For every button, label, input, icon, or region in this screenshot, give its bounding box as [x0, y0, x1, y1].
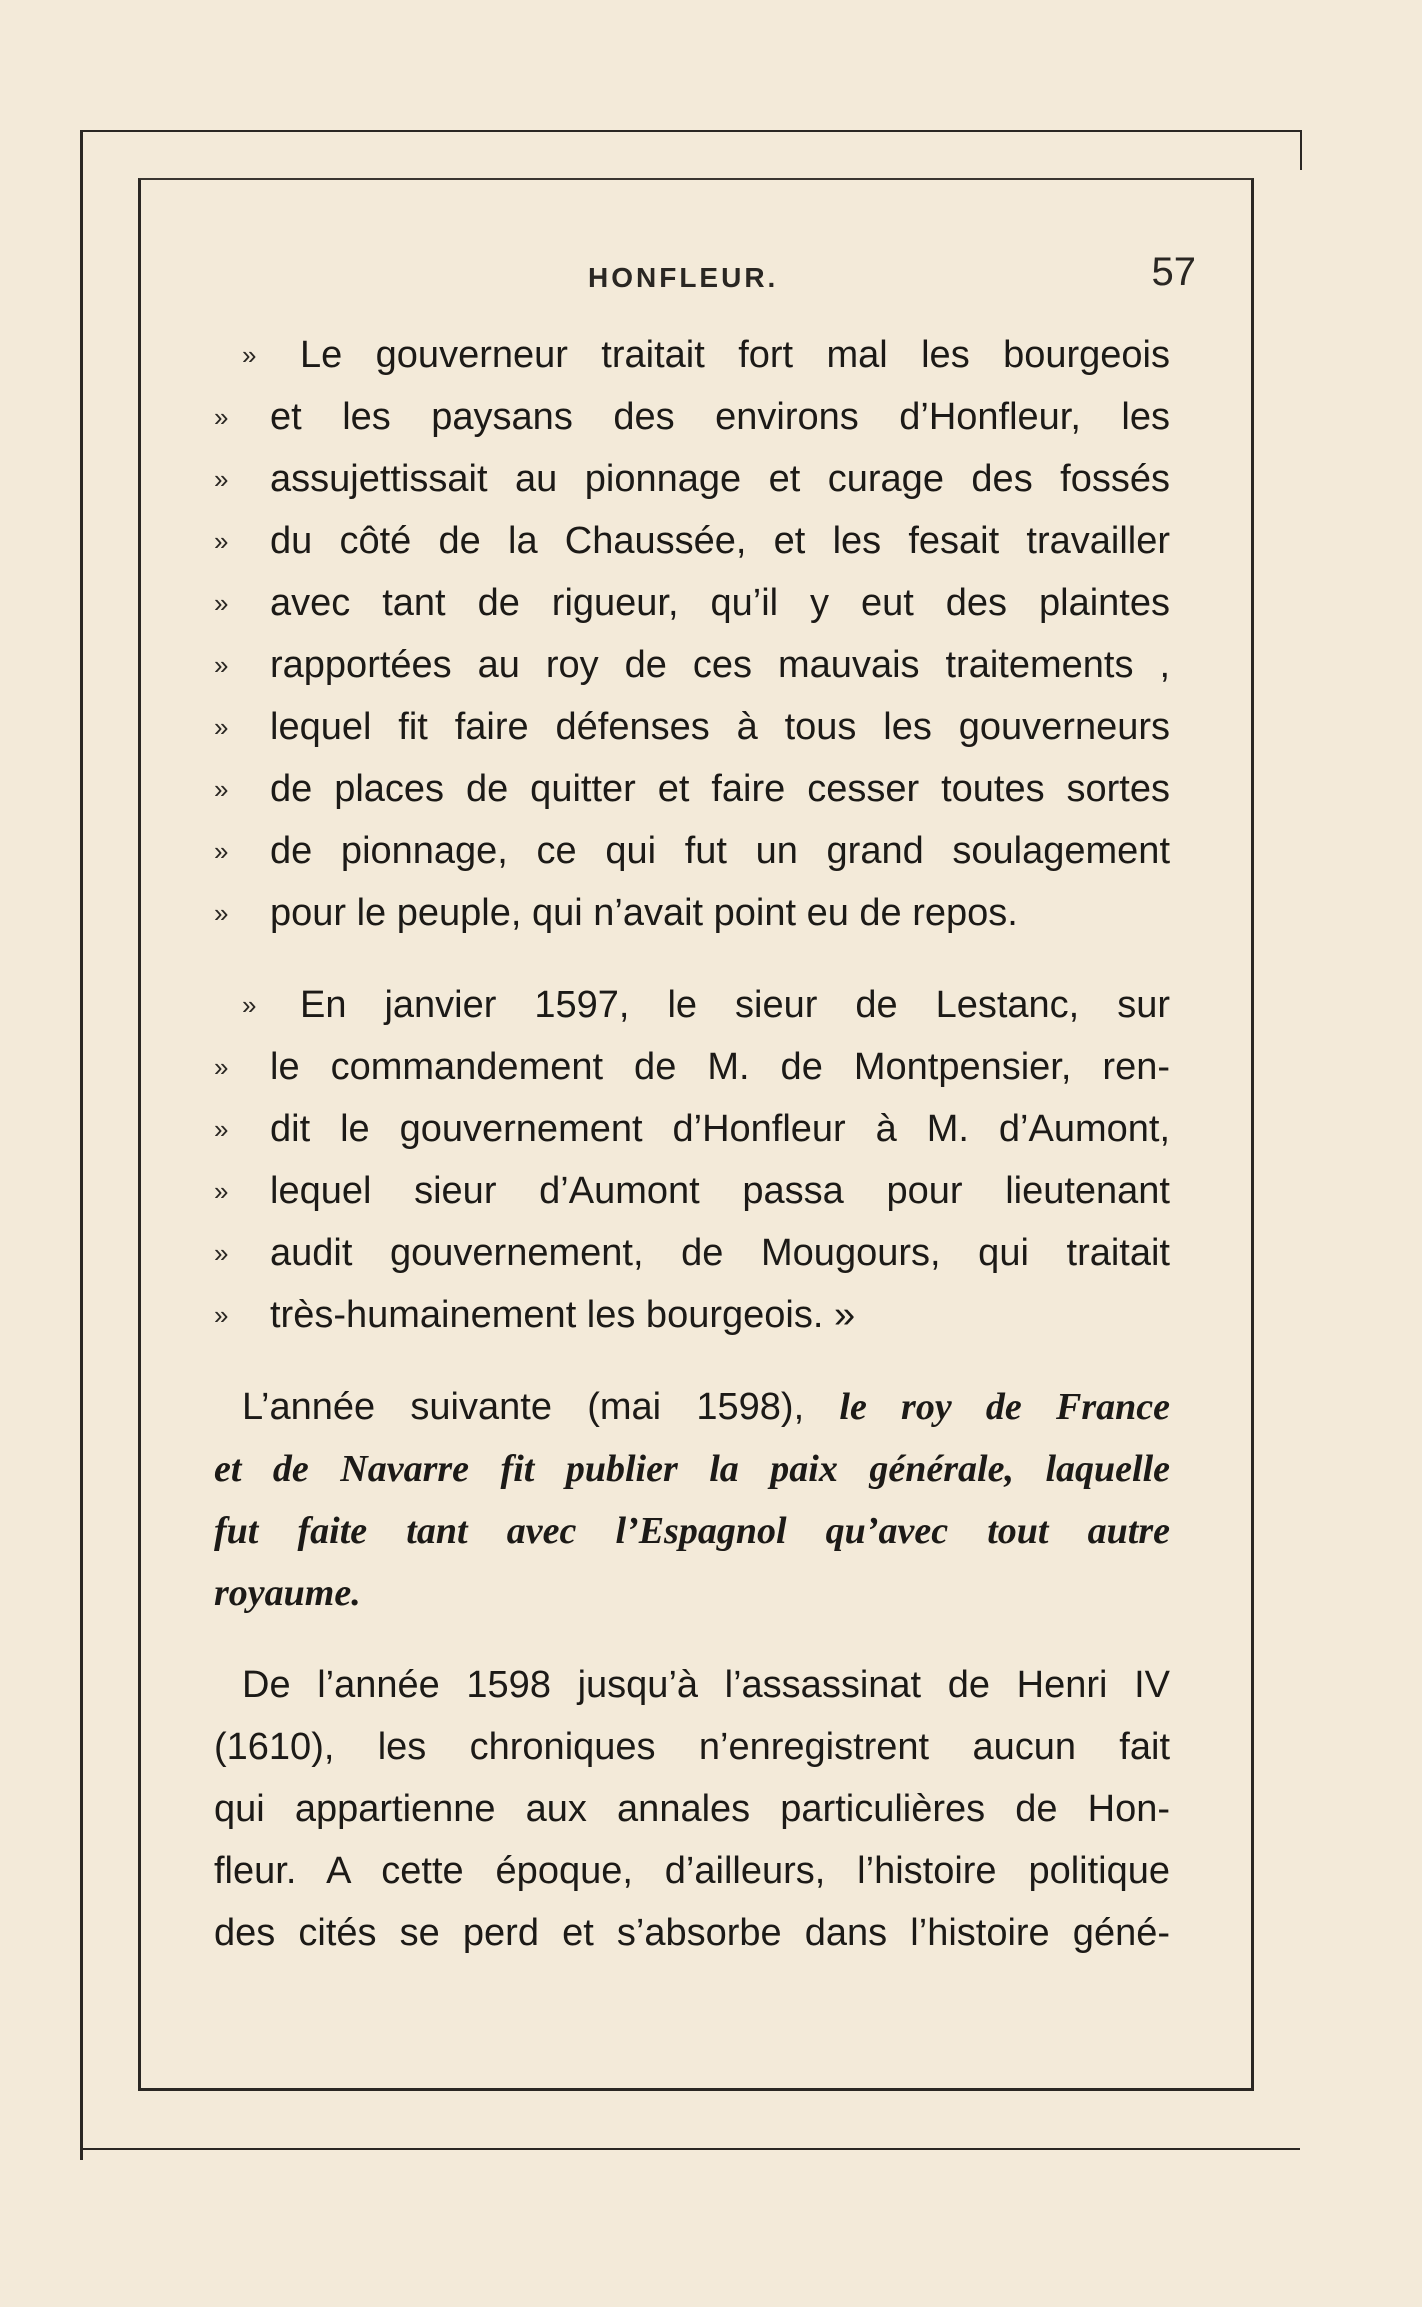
- line-text-italic: fut faite tant avec l’Espagnol qu’avec tout autre: [214, 1510, 1170, 1552]
- quote-mark: »: [242, 990, 257, 1020]
- line-text: lequel fit faire défenses à tous les gouverneurs: [270, 706, 1170, 748]
- running-head: HONFLEUR.: [588, 262, 779, 293]
- quote-mark: »: [214, 1176, 229, 1206]
- line-text: dit le gouvernement d’Honfleur à M. d’Aumont,: [270, 1108, 1170, 1150]
- line-text: assujettissait au pionnage et curage des fossés: [270, 458, 1170, 500]
- text-line: [214, 882, 1170, 944]
- quote-mark: »: [214, 526, 229, 556]
- quote-mark: »: [214, 836, 229, 866]
- text-line: [214, 324, 1170, 386]
- line-text-italic: le roy de France: [839, 1386, 1170, 1428]
- scan-top-rule: [80, 130, 1300, 132]
- page-number: 57: [1151, 250, 1196, 294]
- line-text: lequel sieur d’Aumont passa pour lieutenant: [270, 1170, 1170, 1212]
- page-header: [138, 250, 1248, 314]
- line-text: des cités se perd et s’absorbe dans l’histoire géné-: [214, 1912, 1170, 1954]
- quote-mark: »: [214, 774, 229, 804]
- line-text: de places de quitter et faire cesser toutes sortes: [270, 768, 1170, 810]
- quote-mark: »: [214, 712, 229, 742]
- text-line: [214, 1716, 1170, 1778]
- text-line: [214, 974, 1170, 1036]
- scan-left-rule: [80, 130, 83, 2160]
- quote-mark: »: [214, 1114, 229, 1144]
- line-text: et les paysans des environs d’Honfleur, les: [270, 396, 1170, 438]
- line-text: L’année suivante (mai 1598),: [242, 1386, 840, 1428]
- text-line: [214, 634, 1170, 696]
- line-text: Le gouverneur traitait fort mal les bourgeois: [300, 334, 1170, 376]
- text-line: [214, 448, 1170, 510]
- text-line: [214, 386, 1170, 448]
- text-line: [214, 820, 1170, 882]
- quote-mark: »: [214, 1052, 229, 1082]
- text-line: [214, 510, 1170, 572]
- text-line: [214, 1284, 1170, 1346]
- text-line: [214, 1840, 1170, 1902]
- text-block: [214, 324, 1170, 1964]
- text-line: [214, 1778, 1170, 1840]
- line-text-italic: et de Navarre fit publier la paix générale, laquelle: [214, 1448, 1170, 1490]
- line-text: très-humainement les bourgeois. »: [270, 1294, 856, 1336]
- text-line: [214, 1902, 1170, 1964]
- text-line: [214, 1098, 1170, 1160]
- quote-mark: »: [214, 650, 229, 680]
- quote-mark: »: [242, 340, 257, 370]
- line-text: fleur. A cette époque, d’ailleurs, l’histoire politique: [214, 1850, 1170, 1892]
- text-line: [214, 758, 1170, 820]
- line-text: audit gouvernement, de Mougours, qui traitait: [270, 1232, 1170, 1274]
- quote-mark: »: [214, 1238, 229, 1268]
- line-text: pour le peuple, qui n’avait point eu de repos.: [270, 892, 1018, 934]
- scan-bottom-rule: [80, 2148, 1300, 2150]
- text-line: [214, 1438, 1170, 1500]
- line-text: du côté de la Chaussée, et les fesait travailler: [270, 520, 1170, 562]
- line-text: qui appartienne aux annales particulières de Hon-: [214, 1788, 1170, 1830]
- quote-mark: »: [214, 402, 229, 432]
- text-line: [214, 572, 1170, 634]
- line-text: De l’année 1598 jusqu’à l’assassinat de Henri IV: [242, 1664, 1170, 1706]
- line-text: (1610), les chroniques n’enregistrent aucun fait: [214, 1726, 1170, 1768]
- text-line: [214, 1222, 1170, 1284]
- line-text: rapportées au roy de ces mauvais traitements ,: [270, 644, 1170, 686]
- quote-mark: »: [214, 898, 229, 928]
- text-line: [214, 1562, 1170, 1624]
- quote-mark: »: [214, 588, 229, 618]
- text-line: [214, 1500, 1170, 1562]
- quote-mark: »: [214, 464, 229, 494]
- text-line: [214, 1376, 1170, 1438]
- line-text: le commandement de M. de Montpensier, ren-: [270, 1046, 1170, 1088]
- text-line: [214, 696, 1170, 758]
- line-text: avec tant de rigueur, qu’il y eut des plaintes: [270, 582, 1170, 624]
- line-text: de pionnage, ce qui fut un grand soulagement: [270, 830, 1170, 872]
- quote-mark: »: [214, 1300, 229, 1330]
- text-line: [214, 1036, 1170, 1098]
- scan-right-rule: [1300, 130, 1302, 170]
- line-text: En janvier 1597, le sieur de Lestanc, sur: [300, 984, 1170, 1026]
- text-line: [214, 1160, 1170, 1222]
- text-line: [214, 1654, 1170, 1716]
- line-text-italic: royaume.: [214, 1572, 361, 1614]
